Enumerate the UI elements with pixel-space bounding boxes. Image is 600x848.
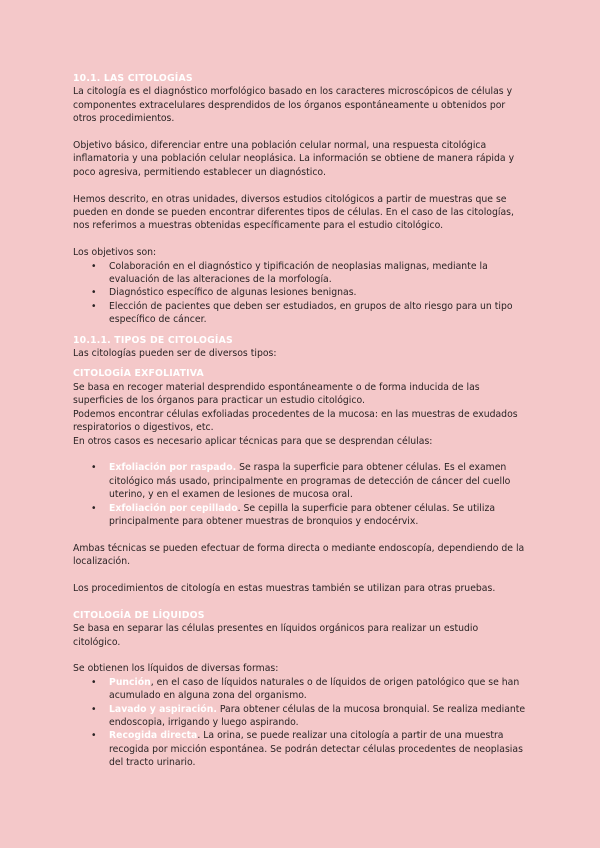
list-item (108, 729, 528, 769)
paragraph-described: Hemos descrito, en otras unidades, diversos estudios citológicos a partir de muestras que se pueden en donde se pueden encontrar diferentes tipos de células. En el caso de las citologías, nos referimos a muestras obtenidas específicamente para el estudio citológico. (73, 193, 514, 232)
list-item: • Elección de pacientes que deben ser estudiados, en grupos de alto riesgo para un tipo específico de cáncer. (108, 300, 528, 327)
list-item (108, 676, 528, 703)
term-description: . Se cepilla la superficie para obtener células. Se utiliza principalmente para obtener muestras de bronquios y endocérvix. (109, 502, 496, 527)
term-description: , en el caso de líquidos naturales o de líquidos de origen patológico que se han acumulado en alguna zona del organismo. (109, 676, 520, 702)
list-item (108, 703, 528, 730)
paragraph-objective: Objetivo básico, diferenciar entre una población celular normal, una respuesta citológica inflamatoria y una población celular neoplásica. La información se obtiene de manera rápida y poco agresiva, permitiendo establecer un diagnóstico. (73, 140, 515, 178)
section-heading-exfoliativa: CITOLOGÍA EXFOLIATIVA (73, 368, 204, 380)
term-recogida: Recogida directa (109, 730, 198, 742)
paragraph-exfoliativa-3: En otros casos es necesario aplicar técnicas para que se desprendan células: (73, 435, 433, 447)
term-lavado: Lavado y aspiración. (109, 703, 217, 715)
paragraph-tipos-intro: Las citologías pueden ser de diversos tipos: (73, 348, 277, 360)
term-description: Se raspa la superficie para obtener células. Es el examen citológico más usado, principalmente en programas de detección de cáncer del cuello uterino, y en el examen de lesiones de mucosa oral. (109, 462, 511, 501)
section-heading-citologias: 10.1. LAS CITOLOGÍAS (73, 73, 193, 84)
term-cepillado: Exfoliación por cepillado (109, 502, 238, 514)
paragraph-definition: La citología es el diagnóstico morfológico basado en los caracteres microscópicos de células y componentes extracelulares desprendidos de los órganos espontáneamente u obtenidos por otros procedimientos. (73, 86, 513, 125)
term-puncion: Punción (109, 676, 151, 688)
list-item: • Diagnóstico específico de algunas lesiones benignas. (108, 286, 528, 299)
section-heading-tipos: 10.1.1. TIPOS DE CITOLOGÍAS (73, 334, 233, 346)
section-heading-liquidos: CITOLOGÍA DE LÍQUIDOS (73, 609, 205, 621)
objectives-list (73, 260, 528, 327)
paragraph-exfoliativa-1: Se basa en recoger material desprendido espontáneamente o de forma inducida de las superficies de los órganos para practicar un estudio citológico. (73, 381, 480, 407)
list-item (108, 461, 528, 501)
paragraph-liquidos-1: Se basa en separar las células presentes en líquidos orgánicos para realizar un estudio citológico. (73, 623, 479, 648)
list-item (108, 502, 528, 529)
paragraph-exfoliativa-2: Podemos encontrar células exfoliadas procedentes de la mucosa: en las muestras de exudados respiratorios o digestivos, etc. (73, 408, 518, 434)
term-description: . La orina, se puede realizar una citología a partir de una muestra recogida por micción espontánea. Se podrán detectar células procedentes de neoplasias del tracto urinario. (109, 730, 523, 769)
objectives-label: Los objetivos son: (73, 247, 157, 259)
term-description: Para obtener células de la mucosa bronquial. Se realiza mediante endoscopia, irrigando y luego aspirando. (109, 703, 526, 728)
paragraph-exfoliativa-4: Ambas técnicas se pueden efectuar de forma directa o mediante endoscopía, dependiendo de la localización. (73, 542, 525, 568)
paragraph-exfoliativa-5: Los procedimientos de citología en estas muestras también se utilizan para otras pruebas. (73, 582, 496, 594)
paragraph-liquidos-2: Se obtienen los líquidos de diversas formas: (73, 663, 279, 675)
exfoliation-techniques-list (73, 461, 528, 528)
liquid-methods-list (73, 676, 528, 770)
list-item: • Colaboración en el diagnóstico y tipificación de neoplasias malignas, mediante la evaluación de las alteraciones de la morfología. (108, 260, 528, 287)
term-raspado: Exfoliación por raspado. (109, 462, 237, 474)
